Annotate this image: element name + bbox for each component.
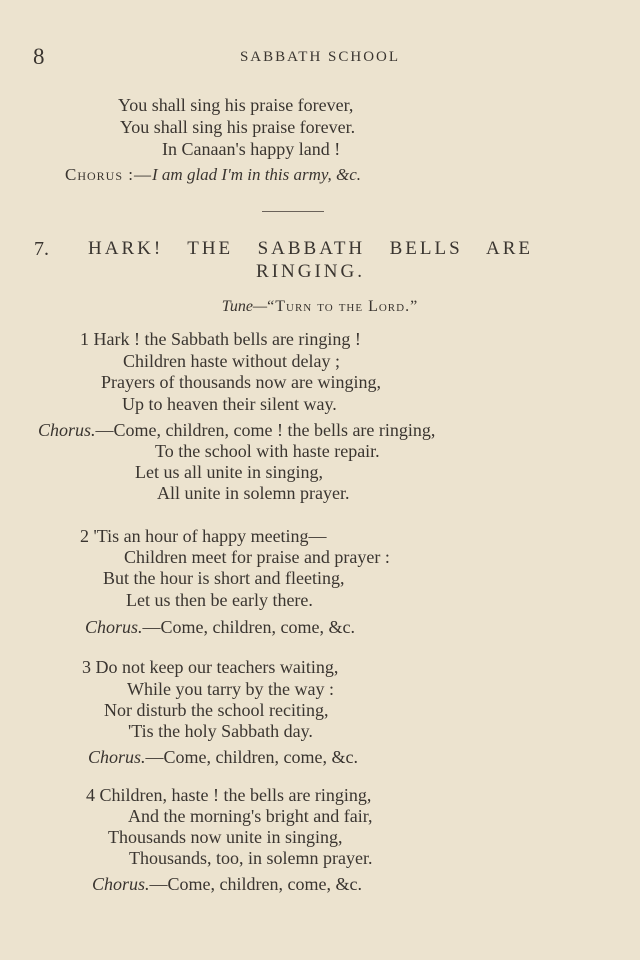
chorus-label: Chorus.: [38, 420, 96, 440]
chorus-label: Chorus.: [85, 617, 143, 637]
chorus-text: —Come, children, come, &c.: [149, 874, 362, 894]
chorus-text: I am glad I'm in this army, &c.: [152, 165, 362, 184]
chorus-line: [38, 420, 435, 441]
verse-line: 2 'Tis an hour of happy meeting—: [80, 526, 327, 546]
chorus-text: —Come, children, come, &c.: [145, 747, 358, 767]
page-header: [0, 44, 640, 74]
verse-line: 1 Hark ! the Sabbath bells are ringing !: [80, 329, 361, 349]
chorus-label: Chorus.: [88, 747, 146, 767]
verse-line: Prayers of thousands now are winging,: [101, 372, 381, 392]
verse-line: In Canaan's happy land !: [162, 139, 341, 159]
verse-line: You shall sing his praise forever.: [120, 117, 356, 137]
verse-line: Up to heaven their silent way.: [122, 394, 337, 414]
verse-line: Thousands, too, in solemn prayer.: [129, 848, 373, 868]
verse-line: Children haste without delay ;: [123, 351, 340, 371]
chorus-label: Chorus :—: [65, 165, 152, 184]
verse-line: Children meet for praise and prayer :: [124, 547, 390, 567]
chorus-text: —Come, children, come, &c.: [142, 617, 355, 637]
chorus-text: —Come, children, come ! the bells are ringing,: [95, 420, 436, 440]
verse-line: 'Tis the holy Sabbath day.: [128, 721, 313, 741]
chorus-line: [92, 874, 362, 895]
running-title: SABBATH SCHOOL: [239, 49, 401, 65]
page-number: 8: [33, 44, 45, 69]
hymn-number: 7.: [34, 238, 49, 260]
chorus-line: To the school with haste repair.: [155, 441, 380, 461]
verse-line: 4 Children, haste ! the bells are ringing,: [86, 785, 372, 805]
hymn-title: HARK! THE SABBATH BELLS ARE RINGING.: [88, 238, 533, 282]
tune-label: Tune—: [221, 298, 268, 315]
chorus-line: [85, 617, 355, 638]
verse-line: Nor disturb the school reciting,: [104, 700, 329, 720]
chorus-line: [65, 165, 361, 185]
verse-line: And the morning's bright and fair,: [128, 806, 373, 826]
tune-name: “Turn to the Lord.”: [267, 298, 419, 315]
chorus-label: Chorus.: [92, 874, 150, 894]
verse-line: While you tarry by the way :: [127, 679, 334, 699]
section-divider: [262, 211, 324, 212]
chorus-line: All unite in solemn prayer.: [157, 483, 350, 503]
chorus-line: Let us all unite in singing,: [135, 462, 323, 482]
verse-line: Let us then be early there.: [126, 590, 313, 610]
verse-line: Thousands now unite in singing,: [108, 827, 343, 847]
verse-line: But the hour is short and fleeting,: [103, 568, 345, 588]
tune-line: [0, 298, 640, 316]
verse-line: You shall sing his praise forever,: [118, 95, 354, 115]
verse-line: 3 Do not keep our teachers waiting,: [82, 657, 339, 677]
chorus-line: [88, 747, 358, 768]
